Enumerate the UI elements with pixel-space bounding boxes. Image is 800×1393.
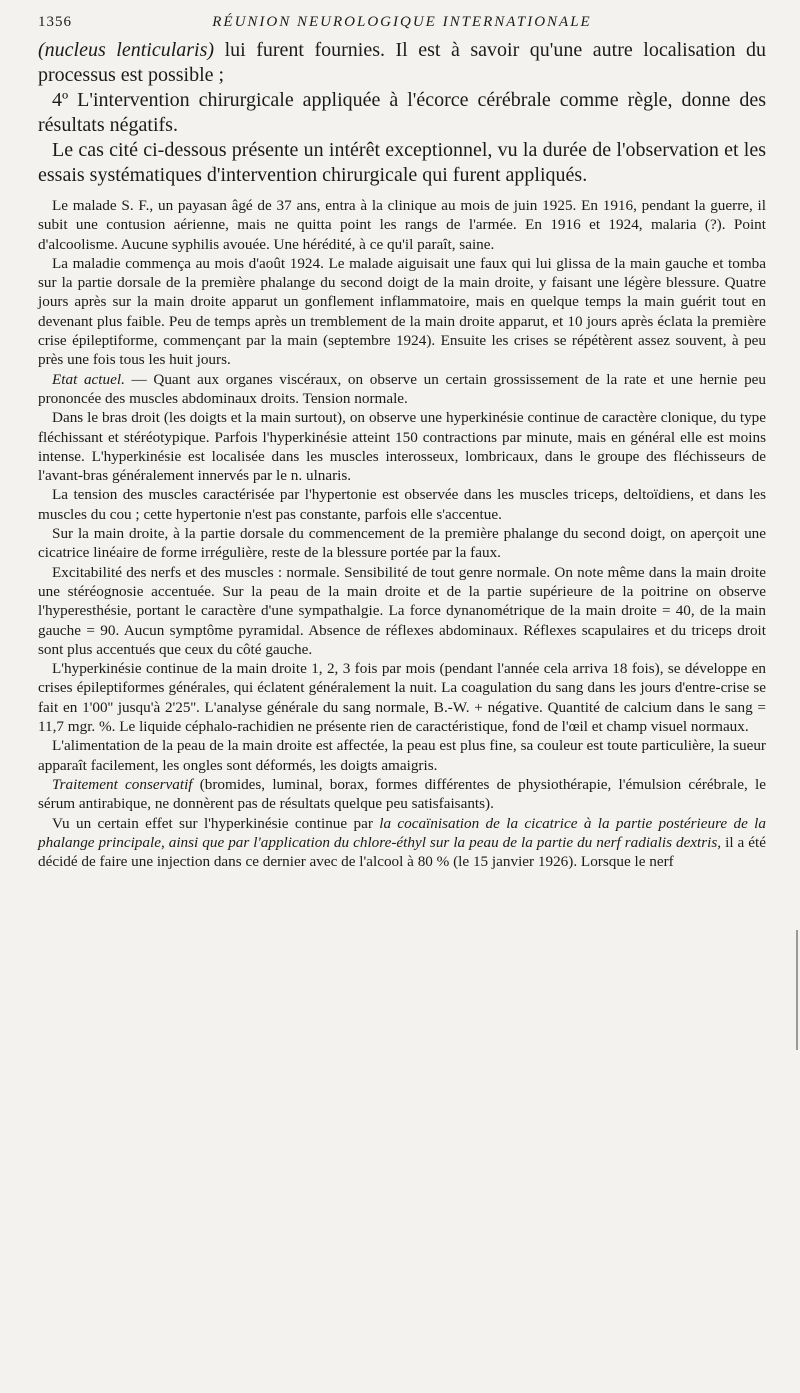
case-paragraph-10: [38, 775, 766, 814]
case-text: — Quant aux organes viscéraux, on observe un certain grossissement de la rate et une hernie peu prononcée des muscles abdominaux droits. Tension normale.: [38, 370, 766, 407]
intro-text: lui furent fournies. Il est à savoir qu'une autre localisation du processus est possible ;: [38, 39, 766, 86]
journal-page: [38, 10, 766, 871]
journal-title: RÉUNION NEUROLOGIQUE INTERNATIONALE: [212, 14, 592, 30]
intro-section: [38, 38, 766, 188]
case-text: il a été décidé de faire une injection dans ce dernier avec de l'alcool à 80 % (le 15 janvier 1926). Lorsque le nerf: [38, 833, 766, 871]
page-number: 1356: [38, 14, 72, 30]
case-paragraph-8: L'hyperkinésie continue de la main droite 1, 2, 3 fois par mois (pendant l'année cela arriva 18 fois), se développe en crises épileptiformes générales, qui éclatent généralement la nuit. La coagulation du sang dans les jours d'entre-crise se fait en 1'00'' jusqu'à 2'25''. L'analyse générale du sang normale, B.-W. + négative. Quantité de calcium dans le sang = 11,7 mgr. %. Le liquide céphalo-rachidien ne présente rien de caractéristique, fond de l'œil et champ visuel normaux.: [38, 660, 766, 736]
case-text: (bromides, luminal, borax, formes différentes de physiothérapie, l'émulsion cérébrale, le sérum antirabique, ne donnèrent pas de résultats quelque peu satisfaisants).: [38, 775, 766, 813]
intro-paragraph-1: [38, 38, 766, 88]
case-paragraph-3: [38, 370, 766, 409]
case-paragraph-4: Dans le bras droit (les doigts et la main surtout), on observe une hyperkinésie continue de caractère clonique, du type fléchissant et stéréotypique. Parfois l'hyperkinésie atteint 150 contractions par minute, mais en général elle est moins intense. L'hyperkinésie est localisée dans les muscles interosseux, lombricaux, dans le groupe des fléchisseurs de l'avant-bras généralement innervés par le n. ulnaris.: [38, 409, 766, 485]
intro-emphasis: (nucleus lenticularis): [38, 39, 215, 61]
case-paragraph-7: Excitabilité des nerfs et des muscles : normale. Sensibilité de tout genre normale. On note même dans la main droite une stéréognosie accentuée. Sur la peau de la main droite et de la partie supérieure de la poitrine on observe l'hyperesthésie, portant le caractère d'une sympathalgie. La force dynanométrique de la main droite = 40, de la main gauche = 90. Aucun symptôme pyramidal. Absence de réflexes abdominaux. Réflexes scapulaires et du triceps droit sont plus accentués que ceux du côté gauche.: [38, 563, 766, 658]
traitement-heading: Traitement conservatif: [52, 775, 193, 793]
case-paragraph-5: La tension des muscles caractérisée par l'hypertonie est observée dans les muscles triceps, deltoïdiens, et dans les muscles du cou ; cette hypertonie n'est pas constante, parfois elle s'accentue.: [38, 486, 766, 523]
case-report: [38, 196, 766, 871]
intro-paragraph-3: Le cas cité ci-dessous présente un intérêt exceptionnel, vu la durée de l'observation et les essais systématiques d'intervention chirurgicale qui furent appliqués.: [38, 139, 766, 186]
case-paragraph-11: [38, 814, 766, 872]
margin-scan-mark: [796, 930, 798, 1050]
running-head: [38, 10, 766, 38]
case-paragraph-1: Le malade S. F., un payasan âgé de 37 ans, entra à la clinique au mois de juin 1925. En 1916, pendant la guerre, il subit une contusion aérienne, mais ne quitta point les rangs de l'armée. En 1916 et 1924, malaria (?). Point d'alcoolisme. Aucune syphilis avouée. Une hérédité, à ce qu'il paraît, saine.: [38, 197, 766, 253]
intro-paragraph-2: 4º L'intervention chirurgicale appliquée à l'écorce cérébrale comme règle, donne des résultats négatifs.: [38, 89, 766, 136]
case-emphasis: la cocaïnisation de la cicatrice à la partie postérieure de la phalange principale, ainsi que par l'application du chlore-éthyl sur la peau de la partie du nerf radialis dextris,: [38, 814, 766, 851]
case-paragraph-2: La maladie commença au mois d'août 1924. Le malade aiguisait une faux qui lui glissa de la main gauche et tomba sur la partie dorsale de la première phalange du second doigt de la main droite, y faisant une légère blessure. Quatre jours après sur la main droite apparut un gonflement inflammatoire, mais en quelque temps la main guérit tout en devenant plus faible. Peu de temps après un tremblement de la main droite apparut, et 10 jours après éclata la première crise épileptiforme, commençant par la main (septembre 1924). Ensuite les crises se répétèrent assez souvent, à peu près une fois tous les huit jours.: [38, 254, 766, 369]
etat-actuel-heading: Etat actuel.: [52, 370, 125, 388]
case-text: Vu un certain effet sur l'hyperkinésie continue par: [52, 814, 380, 832]
case-paragraph-9: L'alimentation de la peau de la main droite est affectée, la peau est plus fine, sa couleur est toute particulière, la sueur apparaît facilement, les ongles sont déformés, les doigts amaigris.: [38, 737, 766, 774]
case-paragraph-6: Sur la main droite, à la partie dorsale du commencement de la première phalange du second doigt, on aperçoit une cicatrice linéaire de forme irrégulière, reste de la blessure portée par la faux.: [38, 525, 766, 562]
